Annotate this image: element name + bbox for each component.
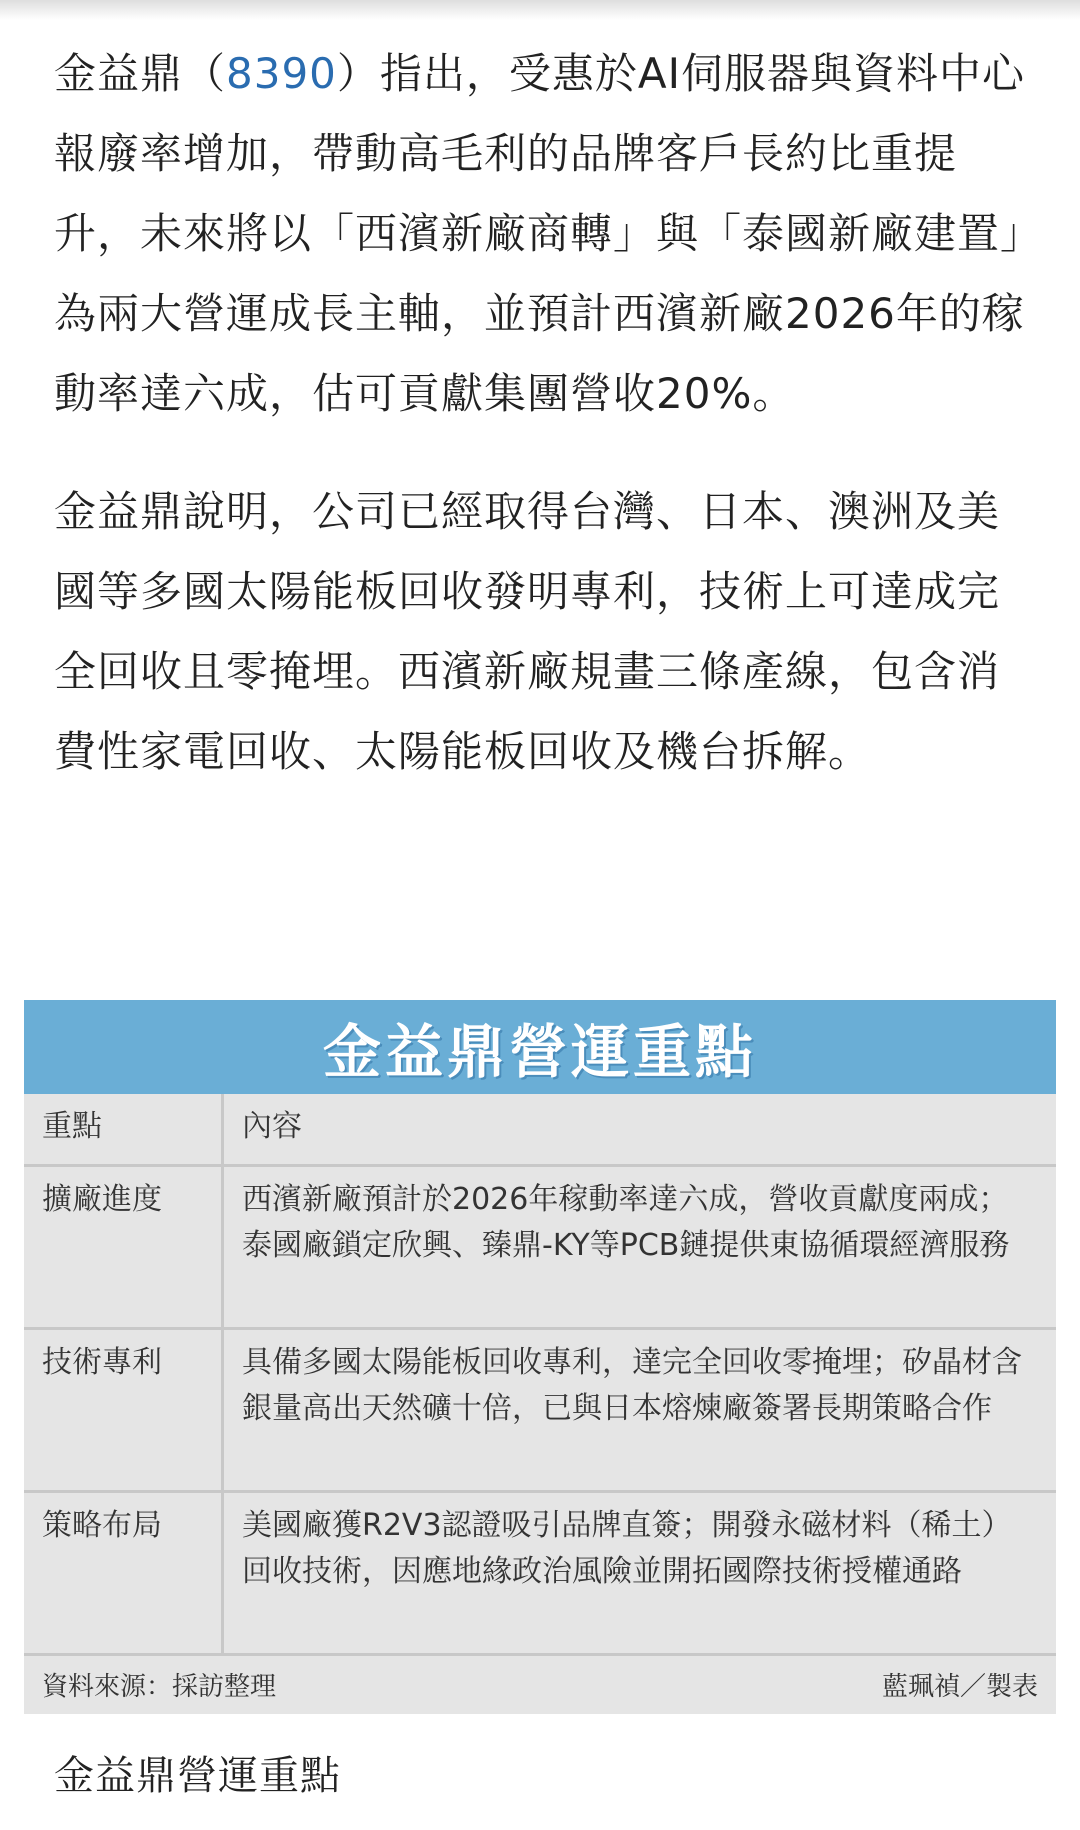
table-footer <box>24 1656 1056 1703</box>
stock-code-link[interactable]: 8390 <box>226 49 337 98</box>
article-body <box>54 34 1026 792</box>
table-source: 資料來源：採訪整理 <box>42 1672 277 1702</box>
table-credit: 藍珮禎／製表 <box>881 1672 1038 1702</box>
article-paragraph-1 <box>54 34 1026 434</box>
top-shadow <box>0 0 1080 20</box>
company-prefix: 金益鼎（ <box>54 49 227 98</box>
row-value: 西濱新廠預計於2026年稼動率達六成，營收貢獻度兩成；泰國廠鎖定欣興、臻鼎-KY等PCB鏈提供東協循環經濟服務 <box>242 1182 1010 1263</box>
row-key: 技術專利 <box>24 1330 224 1490</box>
operations-highlights-table <box>24 1000 1056 1714</box>
table-header-row <box>24 1094 1056 1167</box>
row-value: 美國廠獲R2V3認證吸引品牌直簽；開發永磁材料（稀土）回收技術，因應地緣政治風險並開拓國際技術授權通路 <box>242 1508 1012 1589</box>
row-key: 策略布局 <box>24 1493 224 1653</box>
article-paragraph-2: 金益鼎說明，公司已經取得台灣、日本、澳洲及美國等多國太陽能板回收發明專利，技術上可達成完全回收且零掩埋。西濱新廠規畫三條產線，包含消費性家電回收、太陽能板回收及機台拆解。 <box>54 487 1001 776</box>
row-value: 具備多國太陽能板回收專利，達完全回收零掩埋；矽晶材含銀量高出天然礦十倍，已與日本熔煉廠簽署長期策略合作 <box>242 1345 1022 1426</box>
table-row <box>24 1330 1056 1493</box>
header-value: 內容 <box>242 1109 302 1144</box>
image-caption: 金益鼎營運重點 <box>54 1753 341 1799</box>
table-row <box>24 1167 1056 1330</box>
row-key: 擴廠進度 <box>24 1167 224 1327</box>
paragraph-1-text: ）指出，受惠於AI伺服器與資料中心報廢率增加，帶動高毛利的品牌客戶長約比重提升，未來將以「西濱新廠商轉」與「泰國新廠建置」為兩大營運成長主軸，並預計西濱新廠2026年的稼動率達六成，估可貢獻集團營收20%。 <box>54 49 1026 418</box>
header-key: 重點 <box>24 1094 224 1164</box>
table-row <box>24 1493 1056 1656</box>
table-grid <box>24 1094 1056 1656</box>
table-banner <box>24 1000 1056 1094</box>
table-title: 金益鼎營運重點 <box>322 1018 757 1086</box>
